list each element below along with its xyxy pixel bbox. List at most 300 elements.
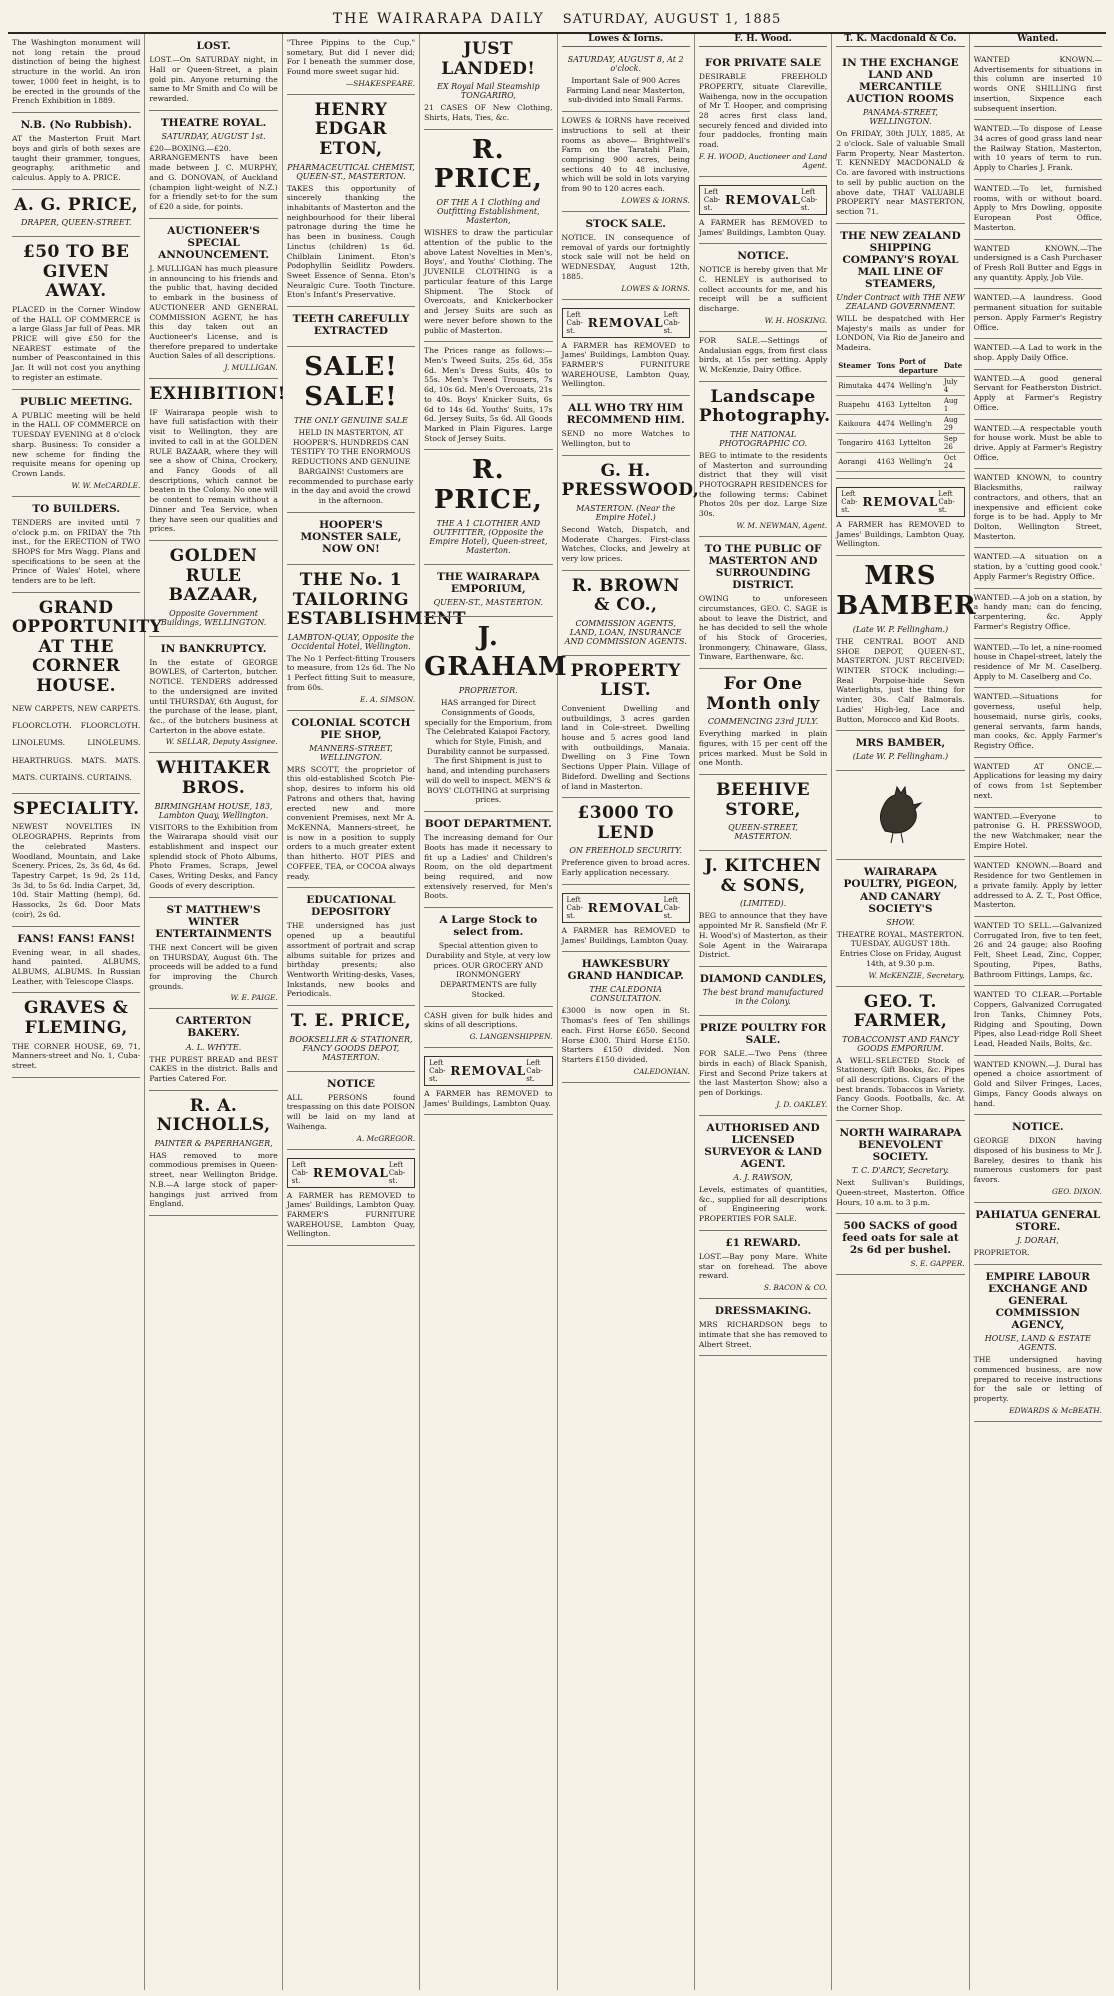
advertisement — [698, 382, 831, 537]
advertisement — [424, 342, 552, 450]
ad-signature: S. E. GAPPER. — [910, 1259, 965, 1269]
advertisement — [974, 758, 1102, 808]
table-cell: Tons — [875, 356, 897, 377]
advertisement — [12, 190, 140, 238]
ad-heading: PROPERTY LIST. — [570, 660, 681, 701]
advertisement — [699, 851, 827, 967]
removal-title: REMOVAL — [587, 315, 664, 330]
ad-heading: J. GRAHAM — [424, 622, 568, 683]
ad-signature: S. BACON & CO. — [763, 1283, 828, 1293]
masthead-title: THE WAIRARAPA DAILY — [332, 11, 545, 27]
ad-body-text: WANTED.—To dispose of Lease 34 acres of good grass land near the Railway Station, Masterton, with 10 years of term to run. Apply to Charles J. Frank. — [973, 124, 1102, 173]
ad-body-text: LOST.—Bay pony Mare. White star on forehead. The above reward. — [698, 1251, 828, 1281]
ad-body-text: £20—BOXING.—£20. ARRANGEMENTS have been made between J. C. MURPHY, and G. DONOVAN, of Auckland (champion light-weight of N.Z.) for a friendly set-to for the sum of £20 a side, for points. — [149, 143, 278, 212]
ad-heading: GRAND OPPORTUNITY AT THE CORNER HOUSE. — [12, 597, 163, 696]
ad-body-text: IF Wairarapa people wish to have full satisfaction with their visit to Wellington, they are invited to call in at the GOLDEN RULE BAZAAR, where they will see a show of China, Crockery, and Fancy Goods of all descriptions, which cannot be beaten in the Colony. No one will be content to remain without a Dinner and Tea Service, when they have seen our qualities and prices. — [149, 407, 278, 534]
ad-subheading: (LIMITED). — [739, 899, 787, 909]
advertisement — [149, 1091, 277, 1216]
ad-signature: W. SELLAR, Deputy Assignee. — [165, 737, 278, 747]
ad-body-text: WANTED TO SELL.—Galvanized Corrugated Iron, five to ten feet, 26 and 24 gauge; also Roofing Felt, Sheet Lead, Zinc, Copper, Spouting, Pipes, Baths, Bathroom Fittings, Lamps, &c. — [973, 921, 1102, 979]
advertisement — [974, 857, 1102, 917]
removal-right-label: Left Cab-st. — [663, 310, 680, 335]
ad-body-text: THE CENTRAL BOOT AND SHOE DEPOT, QUEEN-ST., MASTERTON. JUST RECEIVED: WINTER STOCK including:— Real Porpoise-hide Sewn Waterlights, just the thing for winter, 30s. Calf Balmorals. Ladies' High-leg, Lace and Button, Morocco and Kid Boots. — [836, 636, 965, 724]
ad-heading: IN THE EXCHANGE LAND AND MERCANTILE AUCTION ROOMS — [842, 57, 959, 106]
ad-heading: GEO. T. FARMER, — [853, 991, 948, 1032]
ad-heading: JUST LANDED! — [441, 39, 536, 79]
advertisement — [974, 548, 1102, 588]
ad-heading: CARTERTON BAKERY. — [175, 1015, 252, 1040]
column-1 — [8, 34, 163, 1990]
removal-title: REMOVAL — [313, 1165, 389, 1180]
advertisement — [149, 637, 277, 754]
ad-heading: NORTH WAIRARAPA BENEVOLENT SOCIETY. — [839, 1126, 962, 1164]
ad-body-text: Evening wear, in all shades, hand painted. ALBUMS, ALBUMS, ALBUMS. In Russian Leather, with Telescope Clasps. — [12, 947, 141, 986]
advertisement — [974, 420, 1102, 470]
masthead — [8, 6, 1106, 34]
advertisement — [287, 34, 415, 95]
ad-body-text: A FARMER has REMOVED to James' Buildings, Lambton Quay. — [698, 217, 828, 237]
ad-heading: PAHIATUA GENERAL STORE. — [975, 1208, 1101, 1233]
ad-heading: DIAMOND CANDLES, — [699, 972, 827, 985]
table-cell: Welling'n — [897, 452, 942, 471]
ad-signature: A. McGREGOR. — [356, 1133, 416, 1143]
ad-heading: FOR PRIVATE SALE — [705, 57, 822, 69]
ad-body-text: THE PUREST BREAD and BEST CAKES in the district. Balls and Parties Catered For. — [149, 1054, 278, 1083]
column-3 — [283, 34, 466, 1990]
ad-heading: THE NEW ZEALAND SHIPPING COMPANY'S ROYAL MAIL LINE OF STEAMERS, — [840, 229, 961, 290]
ad-signature: J. MULLIGAN. — [224, 363, 278, 373]
table-header-row — [836, 356, 964, 377]
ad-heading: BEEHIVE STORE, — [716, 780, 811, 820]
table-row — [836, 395, 964, 414]
table-cell: 4163 — [875, 452, 897, 471]
ad-body-text: THE CORNER HOUSE, 69, 71, Manners-street and No. 1, Cuba-street. — [12, 1041, 141, 1071]
ad-heading: SPECIALITY. — [12, 798, 140, 819]
ad-body-text: THEATRE ROYAL, MASTERTON. TUESDAY, AUGUST 18th. Entries Close on Friday, August 14th, at 9.30 p.m. — [836, 929, 965, 968]
ad-heading: For One Month only — [706, 674, 820, 714]
ad-body-text: "Three Pippins to the Cup," sometary, But did I never did; For I beneath the summer dose, Found more sweet sugar hid. — [286, 38, 416, 77]
ad-body-text: TENDERS are invited until 7 o'clock p.m. on FRIDAY the 7th inst., for the ERECTION of TWO SHOPS for Mrs Wagg. Plans and specifications to be seen at the Prince of Wales' Hotel, where tenders are to be left. — [12, 517, 141, 586]
ad-body-text: HELD IN MASTERTON, AT HOOPER'S. HUNDREDS CAN TESTIFY TO THE ENORMOUS REDUCTIONS AND GENUINE BARGAINS! Customers are recommended to purchase early in the day and avoid the crowd in the afternoon. — [288, 428, 414, 506]
ad-signature: G. LANGENSHIPPEN. — [469, 1031, 553, 1041]
removal-right-label: Left Cab-st. — [388, 1160, 406, 1185]
ad-subheading: SATURDAY, AUGUST 1st. — [161, 131, 266, 141]
ad-body-text: LOWES & IORNS have received instructions to sell at their rooms as above— Brightwell's Farm on the Taratahi Plain, comprising 900 acres, being sections 40 to 48 inclusive, which will be sold in lots varying from 90 to 120 acres each. — [561, 116, 690, 194]
advertisement — [974, 180, 1102, 240]
ad-body-text: AT the Masterton Fruit Mart boys and girls of both sexes are taught their grammer, tongues, geography, arithmetic and calculus. Apply to A. PRICE. — [12, 134, 141, 182]
ad-heading: 500 SACKS of good feed oats for sale at 2s 6d per bushel. — [842, 1220, 959, 1257]
advertisement — [287, 1006, 415, 1072]
advertisement — [974, 808, 1102, 858]
removal-right-label: Left Cab-st. — [800, 187, 818, 212]
ad-signature: —SHAKESPEARE. — [345, 78, 416, 88]
ad-subheading: QUEEN-STREET, MASTERTON. — [728, 823, 799, 842]
advertisement — [699, 669, 827, 775]
advertisement — [149, 753, 277, 897]
removal-right-label: Left Cab-st. — [526, 1058, 543, 1083]
ad-heading: £3000 TO LEND — [577, 803, 674, 843]
removal-left-label: Left Cab-st. — [291, 1160, 309, 1185]
ad-body-text: WANTED.—Everyone to patronise G. H. PRESSWOOD, the new Watchmaker, near the Empire Hotel. — [973, 811, 1102, 850]
removal-box — [424, 1056, 552, 1086]
advertisement — [699, 51, 827, 177]
ad-body-text: WILL be despatched with Her Majesty's mails as under for LONDON, Via Rio de Janeiro and Madeira. — [836, 314, 965, 353]
ad-body-text: MRS RICHARDSON begs to intimate that she has removed to Albert Street. — [698, 1320, 828, 1349]
ad-body-text: TAKES this opportunity of sincerely thanking the inhabitants of Masterton and the neighbourhood for their liberal patronage during the time he has been in business. Cough Linctus (children) 1s 6d. Chilblain Liniment. Eton's Podophyllin Seidlitz Powders. Sweet Essence of Senna. Eton's Neuralgic Cure. Tooth Tincture. Eton's Infant's Preservative. — [286, 183, 416, 300]
ad-subheading: THE ONLY GENUINE SALE — [294, 416, 408, 426]
ad-subheading: T. C. D'ARCY, Secretary. — [851, 1166, 949, 1176]
advertisement — [562, 656, 690, 799]
ad-signature: LOWES & IORNS. — [621, 283, 690, 293]
ad-heading: HAWKESBURY GRAND HANDICAP. — [567, 958, 684, 983]
removal-box — [562, 308, 690, 338]
ad-heading: TO THE PUBLIC OF MASTERTON AND SURROUNDING DISTRICT. — [704, 542, 822, 592]
advertisement — [12, 390, 140, 497]
ad-heading: A Large Stock to select from. — [439, 914, 538, 939]
ad-body-text: THE undersigned having commenced business, are now prepared to receive instructions for the sale or letting of property. — [973, 1355, 1102, 1403]
table-cell: Aorangi — [836, 452, 875, 471]
advertisement — [562, 300, 690, 397]
ad-heading: MRS BAMBER, — [855, 737, 946, 750]
advertisement — [974, 1265, 1102, 1422]
advertisement — [974, 469, 1102, 548]
removal-title: REMOVAL — [725, 192, 801, 207]
ad-body-text: The Prices range as follows:— Men's Tweed Suits, 25s 6d, 35s 6d. Men's Dress Suits, 40s to 55s. Men's Tweed Trousers, 7s 6d, 10s 6d. Men's Overcoats, 21s to 40s. Boys' Knicker Suits, 6s 6d to 14s 6d. Youths' Suits, 17s 6d. Jersey Suits, 5s 6d. All Goods Marked in Plain Figures. Large Stock of Jersey Suits. — [424, 346, 553, 443]
advertisement — [424, 617, 568, 812]
table-cell: Sep 26 — [942, 433, 965, 452]
advertisement — [424, 34, 552, 130]
ad-heading: TO BUILDERS. — [32, 502, 120, 515]
advertisement — [836, 556, 977, 731]
advertisement — [149, 1009, 277, 1090]
advertisement — [974, 289, 1102, 339]
table-cell: Rimutaka — [836, 376, 875, 395]
column-6 — [695, 34, 832, 1990]
advertisement — [424, 565, 552, 617]
ad-heading: R. PRICE, — [433, 134, 543, 195]
ad-signature: GEO. DIXON. — [1051, 1186, 1102, 1196]
ad-body-text: NOTICE. IN consequence of removal of yards our fortnightly stock sale will not be held on WEDNESDAY, August 12th, 1885. — [561, 232, 690, 281]
ad-body-text: PLACED in the Corner Window of the HALL OF COMMERCE is a large Glass Jar full of Peas. MR PRICE will give £50 for the NEAREST estimate of the number of Peascontained in this Jar. It will not cost you anything to register an estimate. — [12, 304, 141, 382]
ad-heading: DRESSMAKING. — [714, 1305, 812, 1318]
advertisement — [699, 775, 827, 851]
ad-body-text: HAS arranged for Direct Consignments of Goods, specially for the Emporium, from The Celebrated Kaiapoi Factory, which for Style, Finish, and Durability cannot be surpassed. The first Shipment is just to hand, and intending purchasers will do well to inspect. MEN'S & BOYS' CLOTHING at surprising prices. — [424, 698, 553, 805]
ad-heading: FANS! FANS! FANS! — [17, 932, 135, 945]
ad-body-text: HAS removed to more commodious premises in Queen-street, near Wellington Bridge. N.B.—A large stock of paper-hangings just arrived from England. — [149, 1150, 278, 1209]
advertisement — [699, 1299, 827, 1356]
ad-heading: R. A. NICHOLLS, — [156, 1095, 271, 1136]
advertisement — [12, 497, 140, 593]
ad-signature: W. W. McCARDLE. — [71, 480, 141, 490]
ad-body-text: GEORGE DIXON having disposed of his business to Mr J. Bareley, desires to thank his numerous customers for past favors. — [973, 1136, 1102, 1185]
ad-body-text: NEW CARPETS, NEW CARPETS. FLOORCLOTH. FLOORCLOTH. LINOLEUMS. LINOLEUMS. HEARTHRUGS. MATS. MATS. MATS. CURTAINS. CURTAINS. — [12, 703, 141, 783]
ad-heading: WAIRARAPA POULTRY, PIGEON, AND CANARY SOCIETY'S — [843, 866, 958, 915]
advertisement — [562, 798, 690, 885]
table-cell: Lyttelton — [897, 433, 942, 452]
ad-body-text: Special attention given to Durability and Style, at very low prices. OUR GROCERY AND IRONMONGERY DEPARTMENTS are fully Stocked. — [425, 941, 551, 999]
ad-heading: A. G. PRICE, — [14, 194, 139, 215]
advertisement — [836, 1214, 964, 1275]
advertisement — [562, 952, 690, 1082]
advertisement — [974, 51, 1102, 120]
advertisement — [699, 1231, 827, 1299]
rooster-shape — [881, 787, 922, 843]
ad-signature: W. McKENZIE, Secretary. — [868, 970, 965, 980]
table-cell: Aug 1 — [942, 395, 965, 414]
advertisement — [974, 1203, 1102, 1265]
advertisement — [836, 860, 964, 986]
ad-heading: THE No. 1 TAILORING ESTABLISHMENT — [286, 569, 466, 630]
advertisement — [974, 1056, 1102, 1116]
ad-subheading: SHOW. — [886, 917, 915, 927]
advertisement — [149, 898, 277, 1010]
ad-heading: BOOT DEPARTMENT. — [424, 818, 552, 830]
advertisement — [424, 908, 552, 1006]
ad-subheading: EX Royal Mail Steamship TONGARIRO, — [436, 82, 540, 101]
advertisement — [424, 450, 552, 565]
advertisement — [836, 731, 964, 771]
advertisement — [974, 688, 1102, 757]
advertisement — [12, 34, 140, 113]
advertisement — [974, 986, 1102, 1055]
ad-heading: £50 TO BE GIVEN AWAY. — [22, 242, 130, 302]
advertisement — [974, 370, 1102, 420]
ad-subheading: COMMENCING 23rd JULY. — [707, 717, 819, 727]
advertisement — [562, 571, 690, 656]
table-cell: Ruapehu — [836, 395, 875, 414]
ad-body-text: A FARMER has REMOVED to James' Buildings, Lambton Quay, Wellington. — [836, 519, 965, 549]
table-cell: Welling'n — [897, 376, 942, 395]
advertisement — [974, 639, 1102, 689]
advertisement — [562, 112, 690, 212]
ad-subheading: HOUSE, LAND & ESTATE AGENTS. — [984, 1334, 1091, 1353]
ad-signature: LOWES & IORNS. — [621, 195, 690, 205]
ad-body-text: Second Watch, Dispatch, and Moderate Charges. First-class Watches, Clocks, and Jewelry at very low prices. — [561, 524, 690, 563]
removal-left-label: Left Cab-st. — [566, 310, 583, 335]
advertisement — [562, 212, 690, 300]
ad-body-text: BEG to intimate to the residents of Masterton and surrounding district that they will visit PHOTOGRAPH RESIDENCES for the following terms: Cabinet Photos 20s per doz. Large Size 30s. — [698, 450, 828, 519]
table-row — [836, 414, 964, 433]
ad-signature: E. A. SIMSON. — [359, 694, 416, 704]
table-cell: Aug 29 — [942, 414, 965, 433]
ad-body-text: A FARMER has REMOVED to James' Buildings, Lambton Quay. — [561, 925, 690, 945]
ad-heading: GRAVES & FLEMING, — [24, 998, 129, 1039]
ad-subheading: TOBACCONIST AND FANCY GOODS EMPORIUM. — [842, 1034, 959, 1053]
advertisement — [287, 711, 415, 889]
ad-body-text: OWING to unforeseen circumstances, GEO. C. SAGE is about to leave the District, and he has decided to sell the whole of his Stock of Groceries, Ironmongery, Chinaware, Glass, Tinware, Earthenware, &c. — [698, 594, 828, 662]
column-7 — [832, 34, 977, 1990]
ad-body-text: CASH given for bulk hides and skins of all descriptions. — [424, 1010, 553, 1030]
column-heading: Lowes & Iorns. — [562, 34, 690, 47]
table-cell: 4163 — [875, 395, 897, 414]
advertisement — [836, 224, 964, 479]
advertisement — [12, 113, 140, 190]
removal-box — [287, 1158, 415, 1188]
ad-signature: J. D. OAKLEY. — [776, 1099, 828, 1109]
ad-body-text: J. MULLIGAN has much pleasure in announcing to his friends and the public that, having decided to embark in the business of AUCTIONEER AND GENERAL COMMISSION AGENT, he has this day taken out an Auctioneer's License, and is therefore prepared to undertake Auction Sales of all descriptions. — [149, 263, 278, 361]
table-cell: Date — [942, 356, 965, 377]
ad-heading: AUTHORISED AND LICENSED SURVEYOR & LAND AGENT. — [704, 1121, 822, 1170]
ad-body-text: FOR SALE.—Two Pens (three birds in each) of Black Spanish, First and Second Prize takers at the last Masterton Show; also a pen of Dorkings. — [698, 1049, 828, 1097]
ad-subheading: QUEEN-ST., MASTERTON. — [433, 598, 543, 608]
advertisement — [149, 379, 286, 541]
ad-body-text: THE undersigned has just opened up a beautiful assortment of portrait and scrap albums suitable for prizes and birthday presents; also Wentworth Writing-desks, Vases, Inkstands, new books and Periodicals. — [286, 921, 416, 999]
ad-subheading: BIRMINGHAM HOUSE, 183, Lambton Quay, Wellington. — [154, 801, 273, 820]
ad-subheading: (Late W. P. Fellingham.) — [852, 752, 949, 762]
advertisement — [12, 794, 140, 927]
ad-heading: THEATRE ROYAL. — [160, 116, 267, 129]
advertisement — [562, 885, 690, 952]
table-cell: Lyttelton — [897, 395, 942, 414]
ad-heading: J. KITCHEN & SONS, — [704, 856, 822, 896]
advertisement — [974, 589, 1102, 639]
advertisement — [424, 1007, 552, 1048]
table-cell: Tongariro — [836, 433, 875, 452]
removal-title: REMOVAL — [862, 494, 939, 509]
ad-body-text: Convenient Dwelling and outbuildings, 3 acres garden land in Cole-street. Dwelling house and 5 acres good land with outbuildings, Manaia. Dwelling on 3 Fine Town Sections Upper Plain. Village of Bideford. Dwelling and Sections of land in Masterton. — [561, 703, 690, 791]
column-5 — [558, 34, 700, 1990]
advertisement — [699, 967, 827, 1016]
ad-body-text: A FARMER has REMOVED to James' Buildings, Lambton Quay. FARMER'S FURNITURE WAREHOUSE, Lambton Quay, Wellington. — [561, 340, 690, 389]
ad-heading: G. H. PRESSWOOD, — [561, 460, 700, 501]
ad-signature: W. M. NEWMAN, Agent. — [736, 520, 828, 530]
advertisement — [287, 888, 415, 1006]
ad-heading: THE WAIRARAPA EMPORIUM, — [437, 571, 540, 596]
column-heading: T. K. Macdonald & Co. — [836, 34, 964, 47]
ad-heading: NOTICE. — [737, 250, 789, 263]
column-8 — [970, 34, 1106, 1990]
table-cell: Port of departure — [897, 356, 942, 377]
advertisement — [699, 1116, 827, 1231]
advertisement — [287, 95, 415, 307]
ad-heading: ST MATTHEW'S WINTER ENTERTAINMENTS — [155, 903, 272, 940]
ad-heading: LOST. — [196, 40, 231, 52]
table-cell: 4163 — [875, 433, 897, 452]
table-row — [836, 433, 964, 452]
advertisement — [149, 541, 277, 637]
ad-subheading: THE NATIONAL PHOTOGRAPHIC CO. — [719, 429, 808, 448]
advertisement — [287, 513, 415, 565]
ad-body-text: VISITORS to the Exhibition from the Wairarapa should visit our establishment and inspect our splendid stock of Photo Albums, Photo Frames, Scraps, Jewel Cases, Writing Desks, and Fancy Goods of every description. — [149, 822, 278, 890]
ad-heading: HOOPER'S MONSTER SALE, NOW ON! — [300, 518, 402, 555]
advertisement — [149, 219, 277, 379]
table-cell: Oct 24 — [942, 452, 965, 471]
ad-subheading: A. L. WHYTE. — [185, 1042, 242, 1052]
removal-title: REMOVAL — [587, 900, 664, 915]
removal-right-label: Left Cab-st. — [663, 895, 680, 920]
ad-subheading: PROPRIETOR. — [458, 686, 518, 696]
ad-body-text: A PUBLIC meeting will be held in the HALL OF COMMERCE on TUESDAY EVENING at 8 o'clock sharp. Business: To consider a new scheme for finding the requisite means for opening up Crown Lands. — [12, 410, 141, 478]
ad-subheading: DRAPER, QUEEN-STREET. — [20, 218, 132, 228]
ad-body-text: WANTED.—To let, furnished rooms, with or without board. Apply to Mrs Dowling, opposite European Post Office, Masterton. — [973, 183, 1102, 232]
ad-heading: COLONIAL SCOTCH PIE SHOP, — [291, 716, 411, 741]
ad-subheading: PAINTER & PAPERHANGER, — [154, 1138, 273, 1148]
ad-body-text: WANTED KNOWN.—J. Dural has opened a choice assortment of Gold and Silver Fringes, Laces, Gimps, Fancy Goods always on hand. — [973, 1059, 1102, 1108]
ad-body-text: WANTED KNOWN.—Board and Residence for two Gentlemen in a private family. Apply by letter addressed to A. Z. T., Post Office, Masterton. — [973, 861, 1102, 910]
ad-body-text: WANTED.—A laundress. Good permanent situation for suitable person. Apply Farmer's Registry Office. — [973, 293, 1102, 332]
advertisement — [562, 396, 690, 456]
advertisement — [562, 51, 690, 112]
advertisement — [287, 307, 415, 347]
advertisement — [12, 237, 140, 389]
removal-right-label: Left Cab-st. — [938, 489, 955, 514]
ad-heading: R. PRICE, — [433, 455, 543, 516]
advertisement — [287, 1150, 415, 1247]
ad-subheading: THE CALEDONIA CONSULTATION. — [589, 985, 663, 1004]
advertisement — [974, 120, 1102, 180]
ad-subheading: BOOKSELLER & STATIONER, FANCY GOODS DEPOT, MASTERTON. — [289, 1034, 413, 1062]
removal-box — [836, 487, 964, 517]
ad-body-text: A FARMER has REMOVED to James' Buildings, Lambton Quay. FARMER'S FURNITURE WAREHOUSE, Lambton Quay, Wellington. — [286, 1190, 416, 1239]
ad-heading: PRIZE POULTRY FOR SALE. — [699, 1022, 827, 1047]
ad-body-text: WANTED TO CLEAR.—Portable Coppers, Galvanized Corrugated Iron Tanks, Chimney Pots, Ridging and Spouting, Down Pipes, also Lead-ridge Roll Sheet Lead, Headed Nails, Bolts, &c. — [973, 990, 1102, 1048]
ad-subheading: COMMISSION AGENTS, LAND, LOAN, INSURANCE AND COMMISSION AGENTS. — [564, 618, 687, 646]
advertisement — [424, 1048, 552, 1115]
ad-body-text: WANTED AT ONCE.—Applications for leasing my dairy of cows from 1st September next. — [973, 761, 1102, 800]
ad-heading: NOTICE — [327, 1077, 375, 1090]
ad-body-text: BEG to announce that they have appointed Mr R. Sansfield (Mr F. H. Wood's) of Masterton, as their Sole Agent in the Wairarapa District. — [698, 911, 828, 960]
ad-heading: T. E. PRICE, — [290, 1011, 412, 1032]
ad-body-text: £3000 is now open in St. Thomas's fees of Ten shillings each. First Horse £650. Second Horse £300. Third Horse £150. Starters £150 divided. Non Starters £150 divided. — [561, 1006, 690, 1065]
ad-heading: IN BANKRUPTCY. — [160, 642, 267, 655]
ad-subheading: LAMBTON-QUAY, Opposite the Occidental Hotel, Wellington. — [287, 632, 415, 651]
advertisement — [699, 244, 827, 332]
ad-heading: N.B. (No Rubbish). — [20, 119, 132, 132]
ad-signature: W. H. HOSKING. — [764, 315, 828, 325]
rooster-illustration — [865, 779, 935, 849]
ad-signature: F. H. WOOD, Auctioneer and Land Agent. — [698, 151, 828, 170]
ad-body-text: Next Sullivan's Buildings, Queen-street, Masterton. Office Hours, 10 a.m. to 3 p.m. — [836, 1178, 965, 1207]
advertisement — [836, 51, 964, 224]
ad-heading: NOTICE. — [1012, 1121, 1064, 1134]
steamer-schedule-table — [836, 356, 964, 472]
ad-heading: STOCK SALE. — [585, 217, 666, 230]
ad-heading: WHITAKER BROS. — [156, 758, 271, 799]
advertisement — [424, 130, 552, 343]
ad-subheading: (Late W. P. Fellingham.) — [852, 624, 949, 634]
ad-body-text: WANTED.—A Lad to work in the shop. Apply Daily Office. — [973, 343, 1102, 362]
ad-body-text: PROPRIETOR. — [973, 1248, 1030, 1258]
table-cell: 4474 — [875, 376, 897, 395]
ad-body-text: A FARMER has REMOVED to James' Buildings, Lambton Quay. — [424, 1088, 553, 1108]
ad-heading: ALL WHO TRY HIM RECOMMEND HIM. — [566, 402, 685, 427]
ad-body-text: The No 1 Perfect-fitting Trousers to measure, from 12s 6d. The No 1 Perfect fitting Suit to measure, from 60s. — [286, 653, 416, 692]
column-4 — [420, 34, 568, 1990]
ad-signature: W. E. PAIGE. — [230, 993, 278, 1003]
ad-heading: EXHIBITION! — [149, 384, 286, 405]
ad-body-text: Preference given to broad acres. Early application necessary. — [561, 858, 690, 878]
advertisement — [424, 812, 552, 908]
ad-body-text: WANTED KNOWN.—Advertisements for situations in this column are inserted 10 words ONE SHILLING first insertion, Sixpence each subsequent insertion. — [973, 55, 1102, 113]
ad-heading: HENRY EDGAR ETON, — [314, 99, 388, 159]
advertisement — [836, 479, 964, 556]
ad-heading: EDUCATIONAL DEPOSITORY — [306, 894, 396, 919]
removal-left-label: Left Cab-st. — [566, 895, 583, 920]
removal-box — [699, 185, 827, 215]
advertisement — [836, 987, 964, 1121]
advertisement — [974, 339, 1102, 369]
ad-heading: GOLDEN RULE BAZAAR, — [168, 546, 259, 606]
removal-title: REMOVAL — [450, 1063, 527, 1078]
ad-subheading: Opposite Government Buildings, WELLINGTON. — [160, 608, 267, 627]
removal-left-label: Left Cab-st. — [841, 489, 858, 514]
advertisement — [836, 1121, 964, 1214]
ad-subheading: Under Contract with THE NEW ZEALAND GOVERNMENT. — [836, 293, 965, 312]
ad-subheading: THE A 1 CLOTHIER AND OUTFITTER, (Opposite the Empire Hotel), Queen-street, Masterton. — [429, 519, 548, 556]
column-2 — [145, 34, 286, 1990]
advertisement — [149, 34, 277, 111]
ad-body-text: WANTED.—A respectable youth for house work. Must be able to drive. Apply at Farmer's Registry Office. — [973, 423, 1102, 462]
